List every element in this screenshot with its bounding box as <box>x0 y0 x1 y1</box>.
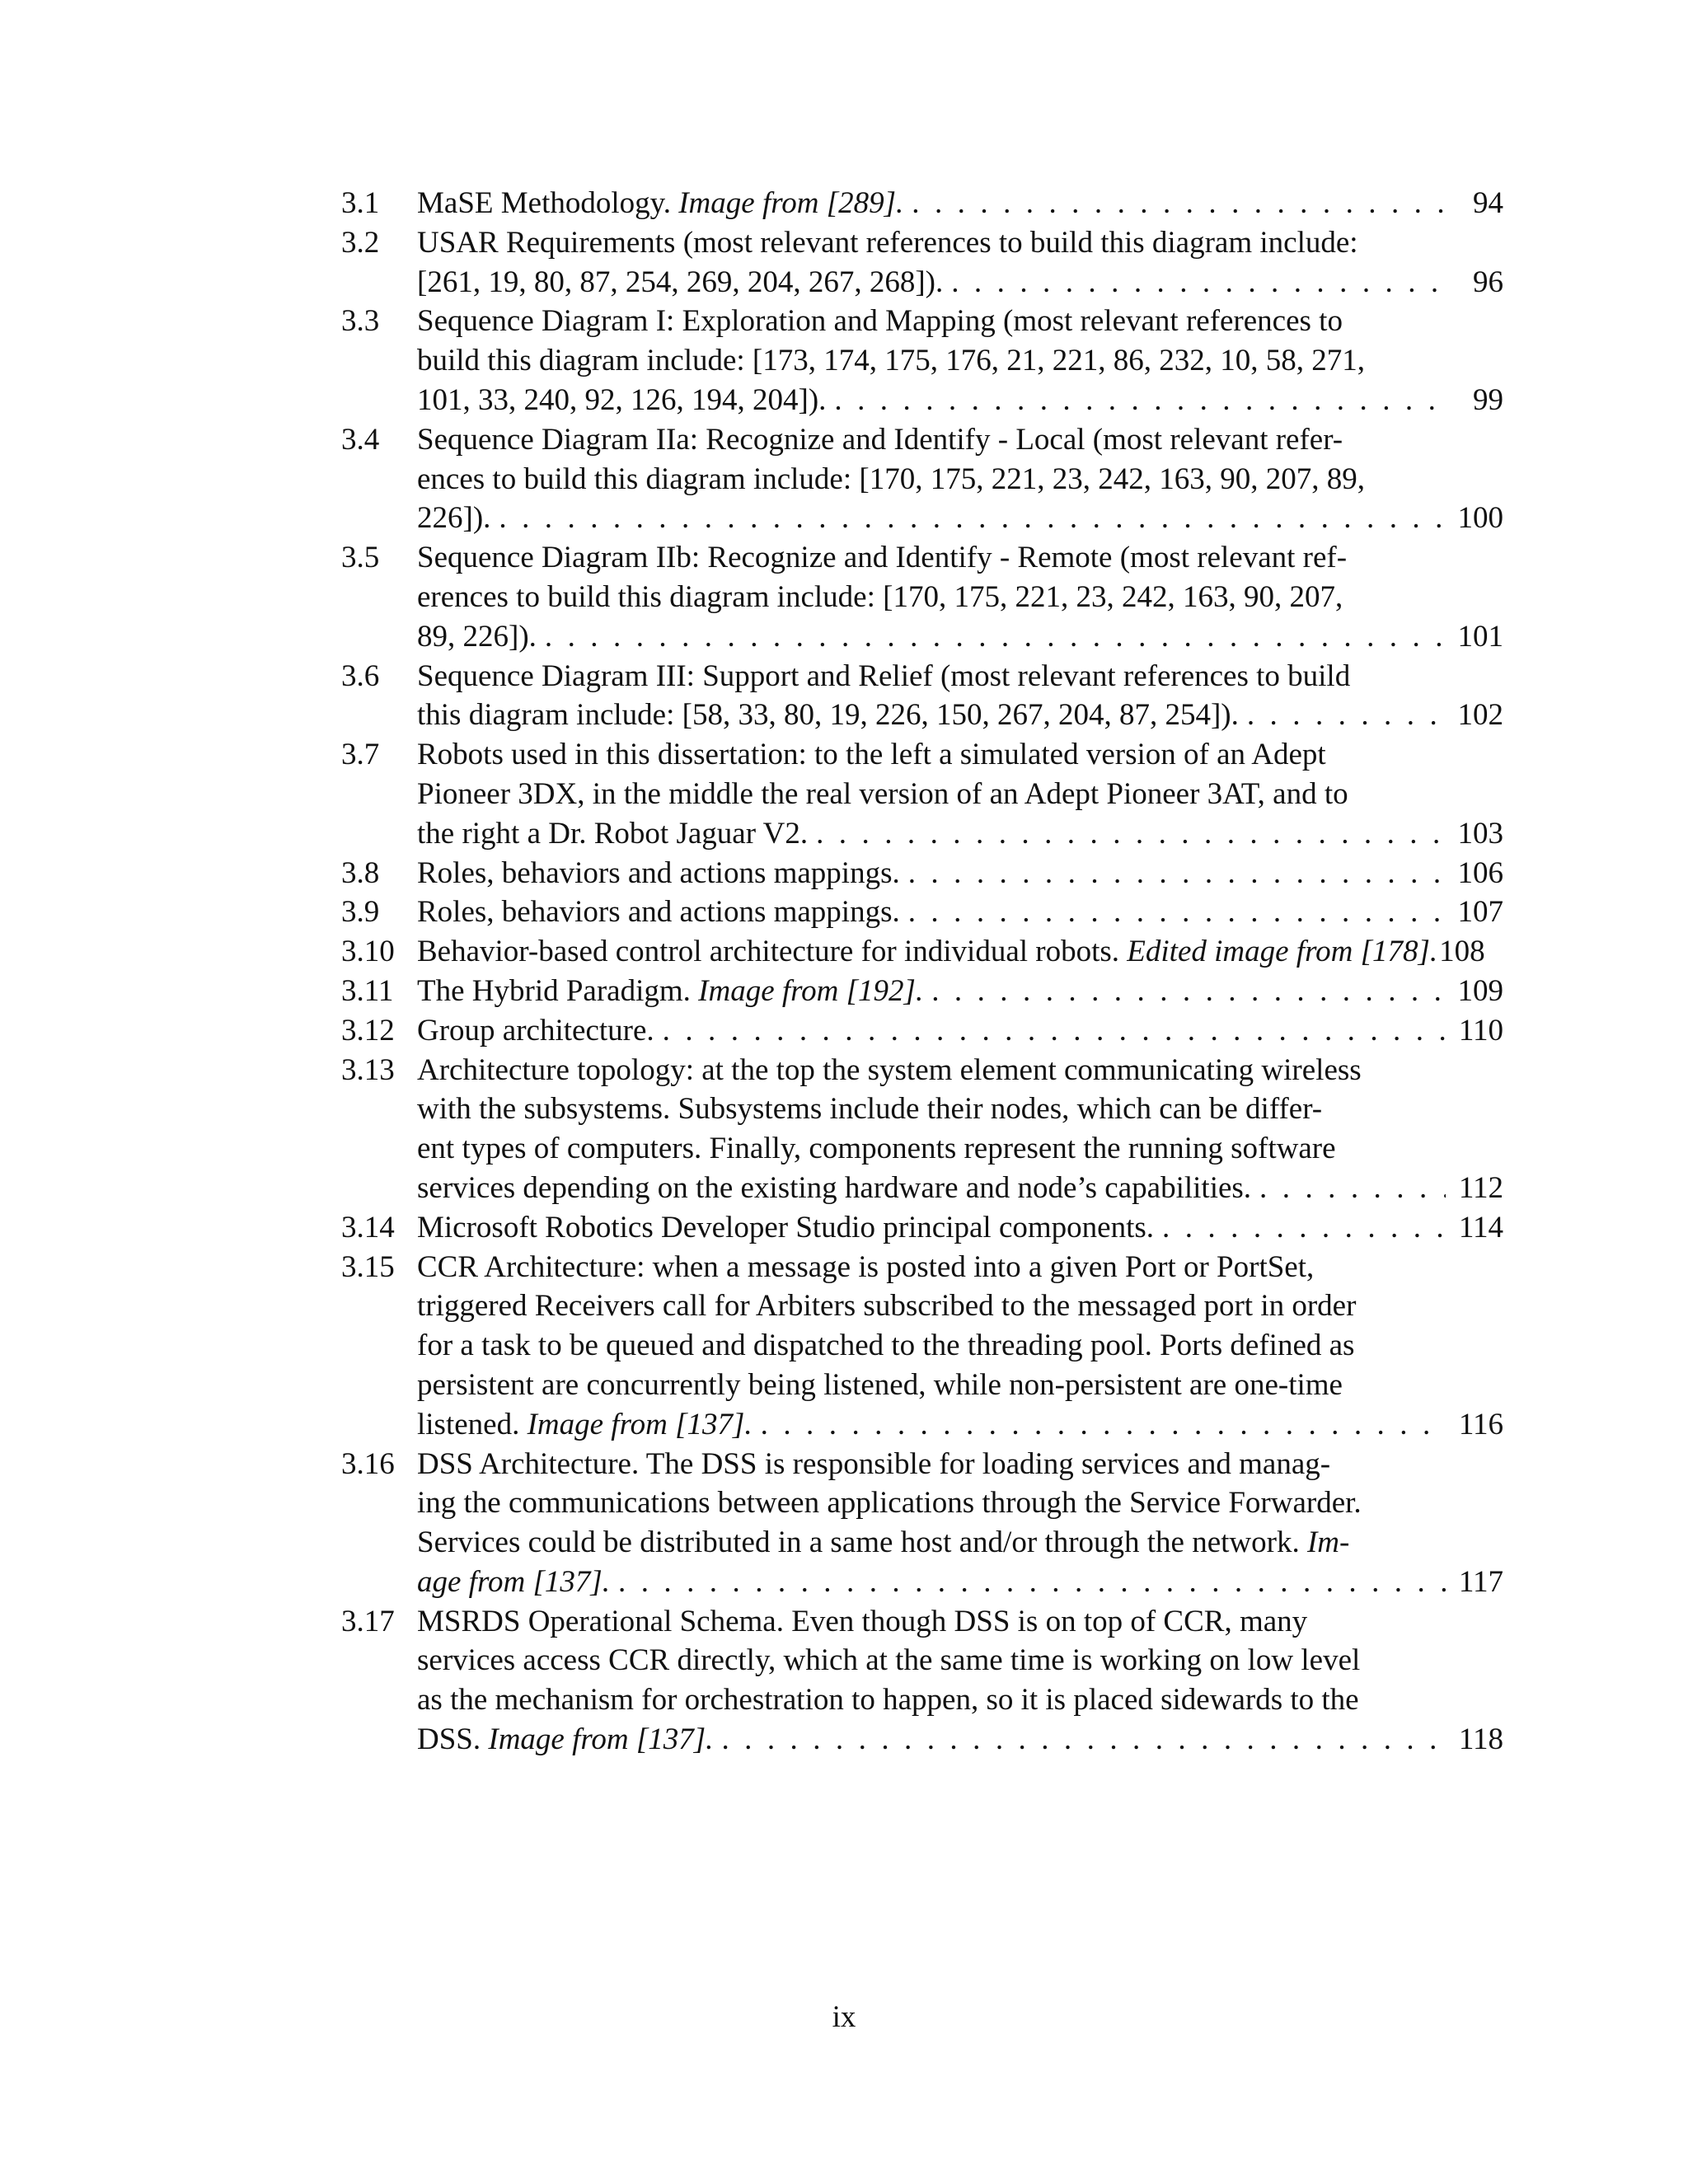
caption-text: the right a Dr. Robot Jaguar V2. <box>417 816 809 851</box>
caption-line <box>417 893 1503 932</box>
figure-entry[interactable] <box>341 1602 1503 1760</box>
caption-text: DSS Architecture. The DSS is responsible for loading services and manag- <box>417 1446 1331 1481</box>
caption-text: DSS. <box>417 1722 489 1757</box>
caption-source: Image from [192]. <box>698 973 924 1008</box>
figure-number: 3.1 <box>341 186 380 220</box>
figure-entry[interactable] <box>341 657 1503 736</box>
figure-number: 3.2 <box>341 225 380 260</box>
figure-entry[interactable] <box>341 1011 1503 1051</box>
dot-leader <box>1154 1208 1446 1248</box>
figure-entry[interactable] <box>341 184 1503 223</box>
page-ref[interactable]: 100 <box>1457 501 1503 536</box>
caption-text: 89, 226]). <box>417 619 537 654</box>
caption-text: Microsoft Robotics Developer Studio principal components. <box>417 1210 1155 1244</box>
figure-number: 3.9 <box>341 895 380 930</box>
figure-caption <box>417 1445 1503 1602</box>
figure-number: 3.17 <box>341 1604 395 1638</box>
caption-text: Services could be distributed in a same host and/or through the network. <box>417 1526 1307 1560</box>
caption-source: Im- <box>1306 1526 1350 1560</box>
caption-line <box>417 263 1503 302</box>
page-ref[interactable]: 109 <box>1457 973 1503 1008</box>
caption-line <box>417 302 1503 341</box>
caption-line <box>417 932 1503 972</box>
caption-text: services depending on the existing hardware and node’s capabilities. <box>417 1170 1252 1205</box>
figure-caption <box>417 893 1503 932</box>
figure-number: 3.11 <box>341 973 394 1008</box>
caption-line <box>417 1445 1503 1484</box>
caption-line <box>417 1326 1503 1366</box>
caption-text: Roles, behaviors and actions mappings. <box>417 855 900 890</box>
figure-entry[interactable] <box>341 1051 1503 1208</box>
caption-line <box>417 1011 1503 1051</box>
figure-number: 3.14 <box>341 1210 395 1244</box>
caption-source: Image from [137]. <box>527 1407 753 1441</box>
page-ref[interactable]: 116 <box>1458 1407 1503 1441</box>
page-ref[interactable]: 108 <box>1439 935 1485 969</box>
caption-line <box>417 1129 1503 1169</box>
caption-text: services access CCR directly, which at the same time is working on low level <box>417 1643 1361 1678</box>
caption-text: USAR Requirements (most relevant references to build this diagram include: <box>417 225 1358 260</box>
caption-line <box>417 538 1503 578</box>
caption-line <box>417 814 1503 854</box>
caption-line <box>417 1483 1503 1523</box>
figure-number: 3.15 <box>341 1249 395 1284</box>
figure-entry[interactable] <box>341 538 1503 656</box>
caption-line <box>417 735 1503 775</box>
caption-source: Image from [289]. <box>678 186 904 220</box>
figure-entry[interactable] <box>341 972 1503 1011</box>
caption-line <box>417 223 1503 263</box>
caption-text: Sequence Diagram III: Support and Relief (most relevant references to build <box>417 658 1351 693</box>
caption-line <box>417 578 1503 617</box>
dot-leader <box>537 617 1446 657</box>
figure-caption <box>417 657 1503 736</box>
figure-number: 3.16 <box>341 1446 395 1481</box>
figure-caption <box>417 538 1503 656</box>
caption-line <box>417 1090 1503 1129</box>
caption-line <box>417 854 1503 893</box>
caption-line <box>417 499 1503 538</box>
figure-entry[interactable] <box>341 1445 1503 1602</box>
figure-entry[interactable] <box>341 420 1503 538</box>
figure-caption <box>417 223 1503 302</box>
caption-line <box>417 341 1503 381</box>
caption-text: Roles, behaviors and actions mappings. <box>417 895 900 930</box>
page-ref[interactable]: 103 <box>1457 816 1503 851</box>
caption-line <box>417 1563 1503 1602</box>
page-ref[interactable]: 117 <box>1458 1564 1503 1599</box>
page-ref[interactable]: 112 <box>1458 1170 1503 1205</box>
caption-text: Sequence Diagram IIa: Recognize and Identify - Local (most relevant refer- <box>417 422 1343 457</box>
caption-line <box>417 1248 1503 1287</box>
dot-leader <box>808 814 1446 854</box>
caption-line <box>417 1405 1503 1445</box>
figure-caption <box>417 735 1503 853</box>
caption-text: ent types of computers. Finally, components represent the running software <box>417 1132 1336 1166</box>
caption-line <box>417 775 1503 814</box>
caption-line <box>417 460 1503 499</box>
caption-text: this diagram include: [58, 33, 80, 19, 226, 150, 267, 204, 87, 254]). <box>417 698 1239 733</box>
figure-number: 3.8 <box>341 855 380 890</box>
caption-line <box>417 972 1503 1011</box>
caption-source: Edited image from [178]. <box>1127 935 1438 969</box>
caption-line <box>417 1169 1503 1208</box>
caption-line <box>417 696 1503 735</box>
caption-text: ences to build this diagram include: [170, 175, 221, 23, 242, 163, 90, 207, 89, <box>417 462 1365 496</box>
caption-text: MSRDS Operational Schema. Even though DSS is on top of CCR, many <box>417 1604 1308 1638</box>
caption-text: with the subsystems. Subsystems include their nodes, which can be differ- <box>417 1092 1323 1127</box>
figure-number: 3.6 <box>341 658 380 693</box>
caption-line <box>417 617 1503 657</box>
figure-number: 3.13 <box>341 1052 395 1087</box>
figure-caption <box>417 972 1503 1011</box>
caption-line <box>417 1523 1503 1563</box>
page-ref[interactable]: 110 <box>1458 1013 1503 1047</box>
caption-text: ing the communications between applications through the Service Forwarder. <box>417 1486 1362 1521</box>
page-ref[interactable]: 107 <box>1457 895 1503 930</box>
caption-source: age from [137]. <box>417 1564 610 1599</box>
figure-number: 3.12 <box>341 1013 395 1047</box>
figure-entry[interactable] <box>341 735 1503 853</box>
caption-line <box>417 1051 1503 1090</box>
dot-leader <box>1251 1169 1446 1208</box>
caption-line <box>417 1602 1503 1642</box>
caption-text: 101, 33, 240, 92, 126, 194, 204]). <box>417 382 827 417</box>
caption-text: for a task to be queued and dispatched to the threading pool. Ports defined as <box>417 1329 1355 1363</box>
caption-text: Sequence Diagram I: Exploration and Mapping (most relevant references to <box>417 304 1343 339</box>
caption-line <box>417 1366 1503 1405</box>
dot-leader <box>753 1405 1446 1445</box>
caption-text: Pioneer 3DX, in the middle the real version of an Adept Pioneer 3AT, and to <box>417 776 1348 811</box>
caption-text: 226]). <box>417 501 491 536</box>
page-ref[interactable]: 114 <box>1458 1210 1503 1244</box>
dot-leader <box>610 1563 1446 1602</box>
figure-number: 3.7 <box>341 738 380 772</box>
figure-number: 3.3 <box>341 304 380 339</box>
caption-text: listened. <box>417 1407 528 1441</box>
caption-text: erences to build this diagram include: [170, 175, 221, 23, 242, 163, 90, 207, <box>417 579 1343 614</box>
figure-caption <box>417 854 1503 893</box>
caption-line <box>417 184 1503 223</box>
figure-caption <box>417 932 1503 972</box>
dot-leader <box>943 263 1446 302</box>
caption-line <box>417 657 1503 696</box>
figure-number: 3.10 <box>341 935 395 969</box>
caption-text: Group architecture. <box>417 1013 654 1047</box>
dot-leader <box>923 972 1446 1011</box>
figure-entry[interactable] <box>341 223 1503 302</box>
list-of-figures <box>341 184 1503 1760</box>
caption-text: The Hybrid Paradigm. <box>417 973 699 1008</box>
figure-caption <box>417 1051 1503 1208</box>
dot-leader <box>654 1011 1446 1051</box>
dot-leader <box>490 499 1446 538</box>
figure-caption <box>417 1248 1503 1445</box>
caption-line <box>417 381 1503 420</box>
caption-line <box>417 1680 1503 1720</box>
figure-caption <box>417 1011 1503 1051</box>
figure-entry[interactable] <box>341 1208 1503 1248</box>
page-ref[interactable]: 102 <box>1457 698 1503 733</box>
caption-text: persistent are concurrently being listened, while non-persistent are one-time <box>417 1367 1343 1402</box>
figure-entry[interactable] <box>341 932 1503 972</box>
caption-source: Image from [137]. <box>488 1722 714 1757</box>
figure-number: 3.5 <box>341 541 380 575</box>
caption-text: as the mechanism for orchestration to happen, so it is placed sidewards to the <box>417 1683 1359 1718</box>
caption-text: build this diagram include: [173, 174, 175, 176, 21, 221, 86, 232, 10, 58, 271, <box>417 344 1365 378</box>
figure-caption <box>417 302 1503 419</box>
figure-caption <box>417 1208 1503 1248</box>
page-number: ix <box>832 2000 856 2034</box>
caption-text: Sequence Diagram IIb: Recognize and Identify - Remote (most relevant ref- <box>417 541 1348 575</box>
figure-entry[interactable] <box>341 893 1503 932</box>
caption-line <box>417 1720 1503 1760</box>
figure-caption <box>417 1602 1503 1760</box>
dot-leader <box>826 381 1446 420</box>
page-ref[interactable]: 106 <box>1457 855 1503 890</box>
dot-leader <box>900 854 1446 893</box>
figure-entry[interactable] <box>341 1248 1503 1445</box>
caption-line <box>417 1286 1503 1326</box>
caption-text: Robots used in this dissertation: to the left a simulated version of an Adept <box>417 738 1326 772</box>
caption-text: MaSE Methodology. <box>417 186 679 220</box>
caption-text: Behavior-based control architecture for individual robots. <box>417 935 1128 969</box>
figure-caption <box>417 184 1503 223</box>
figure-number: 3.4 <box>341 422 380 457</box>
page-ref[interactable]: 94 <box>1473 186 1503 220</box>
caption-text: [261, 19, 80, 87, 254, 269, 204, 267, 268]). <box>417 265 944 299</box>
figure-entry[interactable] <box>341 302 1503 419</box>
caption-line <box>417 420 1503 460</box>
dot-leader <box>713 1720 1446 1760</box>
page-ref[interactable]: 96 <box>1473 265 1503 299</box>
dot-leader <box>900 893 1446 932</box>
caption-text: CCR Architecture: when a message is posted into a given Port or PortSet, <box>417 1249 1315 1284</box>
dot-leader <box>1239 696 1446 735</box>
page-ref[interactable]: 101 <box>1457 619 1503 654</box>
page-ref[interactable]: 99 <box>1473 382 1503 417</box>
caption-line <box>417 1641 1503 1680</box>
figure-caption <box>417 420 1503 538</box>
caption-text: Architecture topology: at the top the system element communicating wireless <box>417 1052 1362 1087</box>
figure-entry[interactable] <box>341 854 1503 893</box>
page-ref[interactable]: 118 <box>1458 1722 1503 1757</box>
caption-line <box>417 1208 1503 1248</box>
dot-leader <box>903 184 1446 223</box>
caption-text: triggered Receivers call for Arbiters subscribed to the messaged port in order <box>417 1289 1357 1324</box>
